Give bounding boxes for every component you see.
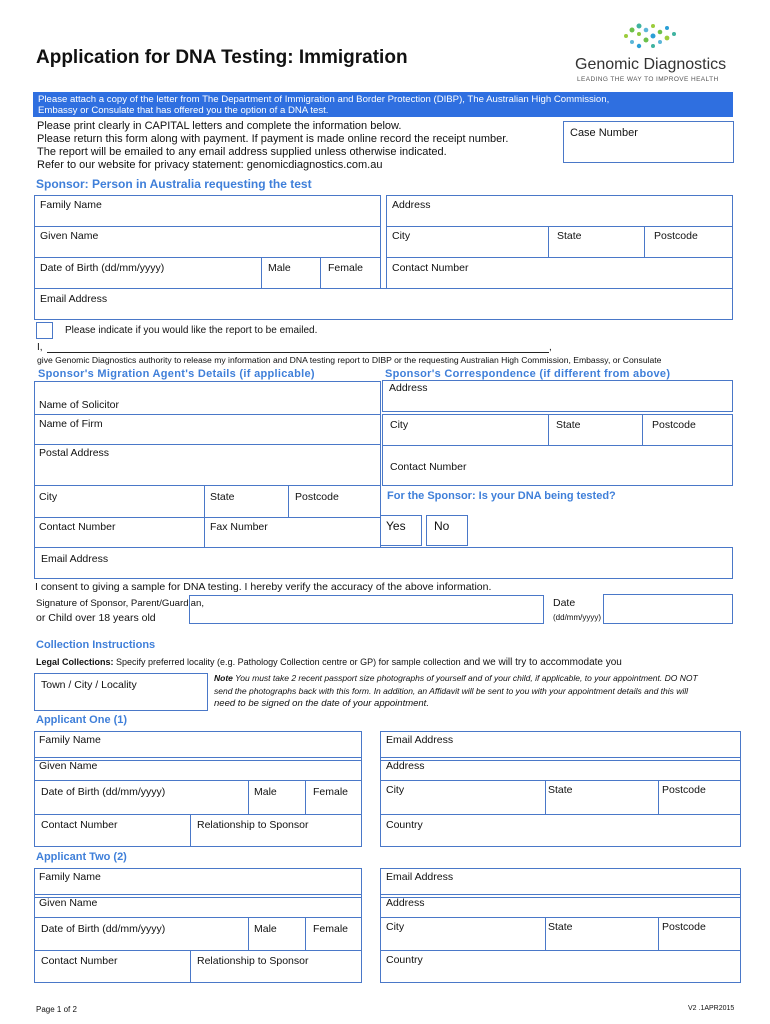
- applicant-one-family-name-label: Family Name: [39, 734, 101, 746]
- corr-address-field[interactable]: [382, 380, 733, 412]
- applicant-two-relationship-label: Relationship to Sponsor: [197, 955, 309, 967]
- applicant-one-address-field[interactable]: [380, 757, 741, 781]
- applicant-one-city-field[interactable]: [380, 780, 546, 815]
- applicant-two-contact-number-label: Contact Number: [41, 955, 118, 967]
- consent-date-field[interactable]: [603, 594, 733, 624]
- sponsor-heading: Sponsor: Person in Australia requesting the test: [36, 177, 312, 191]
- sponsor-family-name-label: Family Name: [40, 199, 102, 211]
- dna-logo-icon: [620, 20, 700, 54]
- note-text-1: You must take 2 recent passport size photographs of yourself and of your child, if applicable, to your appointment. DO NOT: [232, 673, 698, 683]
- applicant-one-dob-label: Date of Birth (dd/mm/yyyy): [41, 786, 166, 798]
- agent-firm-label: Name of Firm: [39, 418, 103, 430]
- authority-text: give Genomic Diagnostics authority to release my information and DNA testing report to DIBP or the requesting Australian High Commission, Embassy, or Consulate: [37, 355, 662, 365]
- consent-date-format: (dd/mm/yyyy): [553, 613, 601, 622]
- case-number-field[interactable]: [563, 121, 734, 163]
- applicant-one-contact-number-label: Contact Number: [41, 819, 118, 831]
- instruction-3: The report will be emailed to any email address supplied unless otherwise indicated.: [37, 146, 447, 158]
- applicant-one-city-label: City: [386, 784, 405, 796]
- applicant-one-female-option[interactable]: [305, 780, 362, 815]
- authority-comma: ,: [549, 342, 552, 353]
- applicant-two-family-name-label: Family Name: [39, 871, 101, 883]
- sponsor-email-field[interactable]: [34, 288, 733, 320]
- locality-label: Town / City / Locality: [41, 679, 137, 691]
- agent-email-field[interactable]: [34, 547, 733, 579]
- sponsor-state-field[interactable]: [548, 226, 645, 258]
- note-line-1: [214, 673, 698, 683]
- sponsor-city-field[interactable]: [386, 226, 549, 258]
- instruction-4: Refer to our website for privacy statement: genomicdiagnostics.com.au: [37, 159, 383, 171]
- applicant-two-given-name-field[interactable]: [34, 894, 362, 918]
- consent-statement: I consent to giving a sample for DNA testing. I hereby verify the accuracy of the above information.: [35, 581, 492, 593]
- dna-yes-label: Yes: [386, 519, 406, 533]
- applicant-two-address-label: Address: [386, 897, 425, 909]
- agent-postal-address-field[interactable]: [34, 444, 381, 486]
- corr-contact-number-label: Contact Number: [390, 461, 467, 473]
- applicant-two-state-label: State: [548, 921, 573, 933]
- correspondence-heading: Sponsor's Correspondence (if different from above): [385, 368, 671, 380]
- signature-label-1: Signature of Sponsor, Parent/Guardian,: [36, 598, 204, 609]
- applicant-two-country-field[interactable]: [380, 950, 741, 983]
- sponsor-male-option[interactable]: [261, 257, 321, 289]
- agent-postcode-label: Postcode: [295, 491, 339, 503]
- applicant-two-contact-number-field[interactable]: [34, 950, 191, 983]
- agent-state-field[interactable]: [204, 485, 289, 518]
- corr-state-label: State: [556, 419, 581, 431]
- note-line-2: send the photographs back with this form. In addition, an Affidavit will be sent to you with your appointment details and this will: [214, 686, 689, 696]
- legal-collections-tail: and we will try to accommodate you: [460, 657, 622, 668]
- sponsor-female-option[interactable]: [320, 257, 381, 289]
- applicant-one-state-field[interactable]: [545, 780, 659, 815]
- legal-collections-text: [36, 657, 622, 668]
- agent-city-label: City: [39, 491, 58, 503]
- applicant-one-male-option[interactable]: [248, 780, 306, 815]
- sponsor-address-label: Address: [392, 199, 431, 211]
- applicant-two-postcode-label: Postcode: [662, 921, 706, 933]
- applicant-one-male-label: Male: [254, 786, 277, 798]
- instruction-2: Please return this form along with payment. If payment is made online record the receipt number.: [37, 133, 509, 145]
- applicant-one-dob-field[interactable]: [34, 780, 249, 815]
- applicant-two-city-label: City: [386, 921, 405, 933]
- dna-no-option[interactable]: [426, 515, 468, 546]
- agent-solicitor-field[interactable]: [34, 381, 381, 415]
- applicant-two-male-option[interactable]: [248, 917, 306, 951]
- sponsor-postcode-label: Postcode: [654, 230, 698, 242]
- agent-contact-number-label: Contact Number: [39, 521, 116, 533]
- corr-postcode-label: Postcode: [652, 419, 696, 431]
- dna-no-label: No: [434, 519, 450, 533]
- email-report-checkbox[interactable]: [36, 322, 53, 339]
- applicant-one-relationship-field[interactable]: [190, 814, 362, 847]
- email-report-label: Please indicate if you would like the report to be emailed.: [65, 325, 318, 336]
- sponsor-given-name-field[interactable]: [34, 226, 381, 258]
- applicant-one-relationship-label: Relationship to Sponsor: [197, 819, 309, 831]
- banner-line-2: Embassy or Consulate that has offered you the option of a DNA test.: [38, 105, 329, 116]
- applicant-one-postcode-field[interactable]: [658, 780, 741, 815]
- applicant-two-state-field[interactable]: [545, 917, 659, 951]
- applicant-two-female-option[interactable]: [305, 917, 362, 951]
- consent-date-label: Date: [553, 597, 576, 609]
- legal-collections-bold: Legal Collections:: [36, 657, 114, 667]
- applicant-two-city-field[interactable]: [380, 917, 546, 951]
- agent-state-label: State: [210, 491, 235, 503]
- sponsor-contact-number-label: Contact Number: [392, 262, 469, 274]
- applicant-one-given-name-field[interactable]: [34, 757, 362, 781]
- agent-firm-field[interactable]: [34, 414, 381, 445]
- sponsor-postcode-field[interactable]: [644, 226, 733, 258]
- sponsor-male-label: Male: [268, 262, 291, 274]
- agent-postcode-field[interactable]: [288, 485, 381, 518]
- applicant-two-relationship-field[interactable]: [190, 950, 362, 983]
- corr-city-field[interactable]: [382, 414, 549, 446]
- collection-heading: Collection Instructions: [36, 639, 156, 651]
- applicant-one-country-field[interactable]: [380, 814, 741, 847]
- case-number-label: Case Number: [570, 127, 638, 139]
- sponsor-state-label: State: [557, 230, 582, 242]
- sponsor-contact-number-field[interactable]: [386, 257, 733, 289]
- logo-tagline: LEADING THE WAY TO IMPROVE HEALTH: [577, 76, 719, 83]
- applicant-two-dob-label: Date of Birth (dd/mm/yyyy): [41, 923, 166, 935]
- agent-fax-number-label: Fax Number: [210, 521, 268, 533]
- logo-name: Genomic Diagnostics: [575, 56, 727, 73]
- banner-line-1: Please attach a copy of the letter from The Department of Immigration and Border Protection (DIBP), The Australian High Commission,: [38, 94, 610, 105]
- page-title: Application for DNA Testing: Immigration: [36, 47, 408, 68]
- corr-contact-number-field[interactable]: [382, 445, 733, 486]
- authority-name-line[interactable]: [47, 352, 549, 353]
- applicant-one-heading: Applicant One (1): [36, 714, 128, 726]
- signature-field[interactable]: [189, 595, 544, 624]
- agent-contact-number-field[interactable]: [34, 517, 205, 548]
- applicant-two-given-name-label: Given Name: [39, 897, 98, 909]
- applicant-one-female-label: Female: [313, 786, 349, 798]
- instruction-1: Please print clearly in CAPITAL letters and complete the information below.: [37, 120, 402, 132]
- banner: [33, 92, 733, 117]
- agent-city-field[interactable]: [34, 485, 205, 518]
- sponsor-given-name-label: Given Name: [40, 230, 99, 242]
- applicant-one-email-label: Email Address: [386, 734, 454, 746]
- applicant-one-country-label: Country: [386, 819, 423, 831]
- sponsor-family-name-field[interactable]: [34, 195, 381, 227]
- authority-prefix: I,: [37, 342, 43, 353]
- sponsor-email-label: Email Address: [40, 293, 108, 305]
- dna-yes-option[interactable]: [380, 515, 422, 546]
- sponsor-city-label: City: [392, 230, 411, 242]
- logo: [575, 20, 735, 85]
- locality-field[interactable]: [34, 673, 208, 711]
- applicant-one-contact-number-field[interactable]: [34, 814, 191, 847]
- applicant-two-dob-field[interactable]: [34, 917, 249, 951]
- note-bold: Note: [214, 673, 233, 683]
- signature-label-2: or Child over 18 years old: [36, 612, 156, 624]
- agent-postal-address-label: Postal Address: [39, 447, 110, 459]
- applicant-two-female-label: Female: [313, 923, 349, 935]
- applicant-one-state-label: State: [548, 784, 573, 796]
- sponsor-dob-label: Date of Birth (dd/mm/yyyy): [40, 262, 165, 274]
- sponsor-dob-field[interactable]: [34, 257, 262, 289]
- applicant-one-given-name-label: Given Name: [39, 760, 98, 772]
- agent-solicitor-label: Name of Solicitor: [39, 399, 119, 411]
- dna-question: For the Sponsor: Is your DNA being tested?: [387, 490, 616, 502]
- applicant-one-postcode-label: Postcode: [662, 784, 706, 796]
- applicant-two-heading: Applicant Two (2): [36, 851, 127, 863]
- sponsor-female-label: Female: [328, 262, 364, 274]
- agent-email-label: Email Address: [41, 553, 109, 565]
- agent-fax-number-field[interactable]: [204, 517, 381, 548]
- page-number: Page 1 of 2: [36, 1005, 77, 1014]
- applicant-two-address-field[interactable]: [380, 894, 741, 918]
- applicant-two-email-label: Email Address: [386, 871, 454, 883]
- corr-postcode-field[interactable]: [642, 414, 733, 446]
- applicant-one-address-label: Address: [386, 760, 425, 772]
- corr-city-label: City: [390, 419, 409, 431]
- applicant-two-male-label: Male: [254, 923, 277, 935]
- applicant-two-postcode-field[interactable]: [658, 917, 741, 951]
- note-line-3: need to be signed on the date of your appointment.: [214, 698, 429, 709]
- corr-state-field[interactable]: [548, 414, 643, 446]
- corr-address-label: Address: [389, 382, 428, 394]
- form-version: V2 .1APR2015: [688, 1005, 735, 1012]
- applicant-two-country-label: Country: [386, 954, 423, 966]
- legal-collections-detail: Specify preferred locality (e.g. Pathology Collection centre or GP) for sample collection: [113, 657, 461, 667]
- agent-heading: Sponsor's Migration Agent's Details (if applicable): [38, 368, 315, 380]
- sponsor-address-field[interactable]: [386, 195, 733, 227]
